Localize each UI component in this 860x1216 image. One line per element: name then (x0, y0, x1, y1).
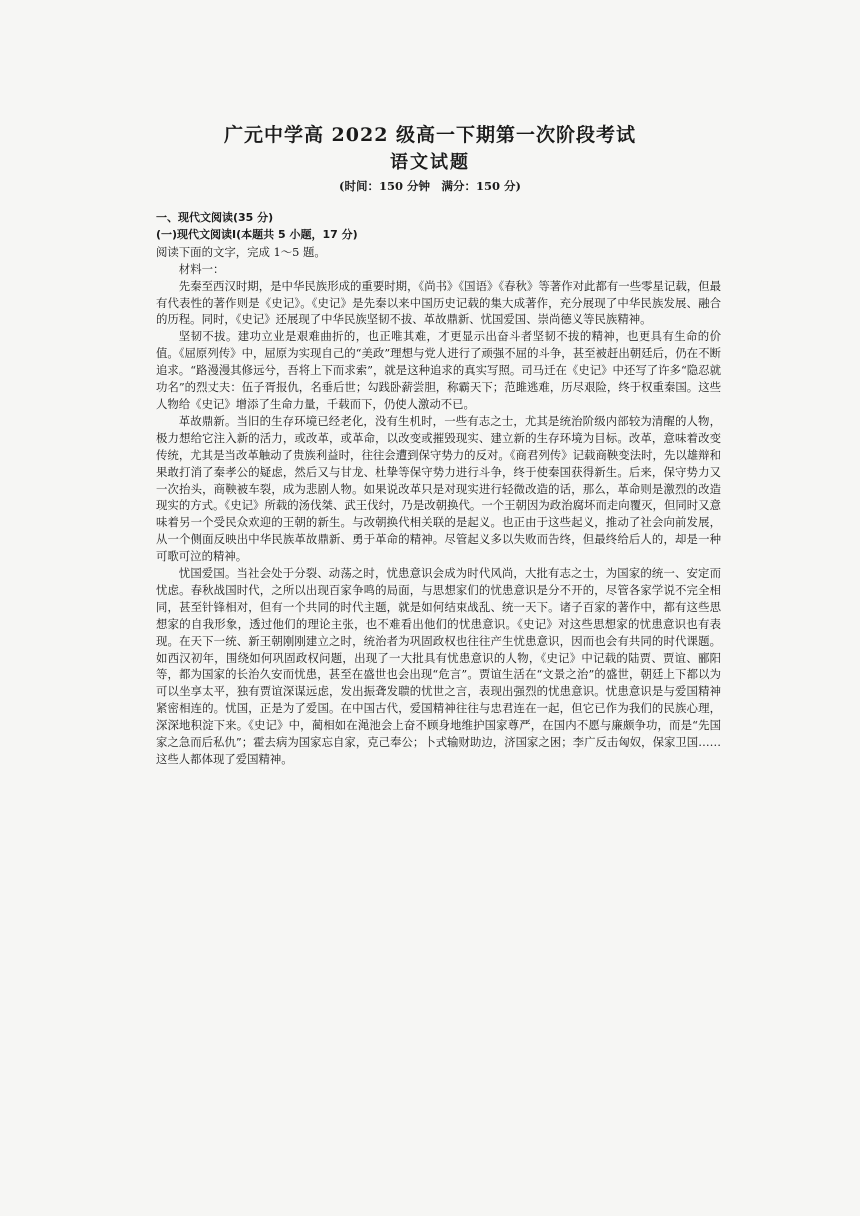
paragraph-list (156, 278, 721, 768)
reading-instruction: 阅读下面的文字，完成 1～5 题。 (156, 244, 326, 259)
paragraph: 坚韧不拔。建功立业是艰难曲折的，也正唯其难，才更显示出奋斗者坚韧不拔的精神，也更具有生命的价值。《屈原列传》中，屈原为实现自己的“美政”理想与党人进行了顽强不屈的斗争，甚至被赶出朝廷后，仍在不断追求。“路漫漫其修远兮，吾将上下而求索”，就是这种追求的真实写照。司马迁在《史记》中还写了许多“隐忍就功名”的烈丈夫：伍子胥报仇，名垂后世；勾践卧薪尝胆，称霸天下；范雎逃难，历尽艰险，终于权重秦国。这些人物给《史记》增添了生命力量，千载而下，仍使人激动不已。 (156, 329, 721, 411)
material-label: 材料一： (178, 261, 225, 276)
exam-title: 广元中学高 2022 级高一下期第一次阶段考试 (223, 124, 637, 146)
paragraph: 革故鼎新。当旧的生存环境已经老化，没有生机时，一些有志之士，尤其是统治阶级内部较为清醒的人物，极力想给它注入新的活力，或改革，或革命，以改变或摧毁现实、建立新的生存环境为目标。改革，意味着改变传统，尤其是当改革触动了贵族利益时，往往会遭到保守势力的反对。《商君列传》记载商鞅变法时，先以雄辩和果敢打消了秦孝公的疑虑，然后又与甘龙、杜挚等保守势力进行斗争，终于使秦国获得新生。后来，保守势力又一次抬头，商鞅被车裂，成为悲剧人物。如果说改革只是对现实进行轻微改造的话，那么，革命则是激烈的改造现实的方式。《史记》所载的汤伐桀、武王伐纣，乃是改朝换代。一个王朝因为政治腐坏而走向覆灭，但同时又意味着另一个受民众欢迎的王朝的新生。与改朝换代相关联的是起义。也正由于这些起义，推动了社会向前发展，从一个侧面反映出中华民族革故鼎新、勇于革命的精神。尽管起义多以失败而告终，但最终给后人的，却是一种可歌可泣的精神。 (156, 413, 721, 564)
section-heading: 一、现代文阅读(35 分) (156, 211, 274, 224)
paragraph: 先秦至西汉时期，是中华民族形成的重要时期，《尚书》《国语》《春秋》等著作对此都有一些零星记载，但最有代表性的著作则是《史记》。《史记》是先秦以来中国历史记载的集大成著作，充分展现了中华民族发展、融合的历程。同时，《史记》还展现了中华民族坚韧不拔、革故鼎新、忧国爱国、崇尚德义等民族精神。 (156, 278, 721, 327)
section-subheading: (一)现代文阅读Ⅰ(本题共 5 小题，17 分) (156, 227, 358, 241)
exam-meta: (时间：150 分钟 满分：150 分) (339, 179, 521, 193)
exam-subtitle: 语文试题 (390, 152, 470, 173)
exam-body (156, 210, 721, 768)
paragraph: 忧国爱国。当社会处于分裂、动荡之时，忧患意识会成为时代风尚，大批有志之士，为国家的统一、安定而忧虑。春秋战国时代，之所以出现百家争鸣的局面，与思想家们的忧患意识是分不开的，尽管各家学说不完全相同，甚至针锋相对，但有一个共同的时代主题，就是如何结束战乱、统一天下。诸子百家的著作中，都有这些思想家的自我形象，透过他们的理论主张，也不难看出他们的忧患意识。《史记》对这些思想家的忧患意识也有表现。在天下一统、新王朝刚刚建立之时，统治者为巩固政权也往往产生忧患意识，因而也会有共同的时代课题。如西汉初年，围绕如何巩固政权问题，出现了一大批具有忧患意识的人物，《史记》中记载的陆贾、贾谊、郦阳等，都为国家的长治久安而忧患，甚至在盛世也会出现“危言”。贾谊生活在“文景之治”的盛世，朝廷上下都以为可以坐享太平，独有贾谊深谋远虑，发出振聋发聩的忧世之言，表现出强烈的忧患意识。忧患意识是与爱国精神紧密相连的。忧国，正是为了爱国。在中国古代，爱国精神往往与忠君连在一起，但它已作为我们的民族心理，深深地积淀下来。《史记》中，蔺相如在渑池会上奋不顾身地维护国家尊严，在国内不愿与廉颇争功，而是“先国家之急而后私仇”；霍去病为国家忘自家，克己奉公；卜式输财助边，济国家之困；李广反击匈奴，保家卫国……这些人都体现了爱国精神。 (156, 566, 721, 766)
